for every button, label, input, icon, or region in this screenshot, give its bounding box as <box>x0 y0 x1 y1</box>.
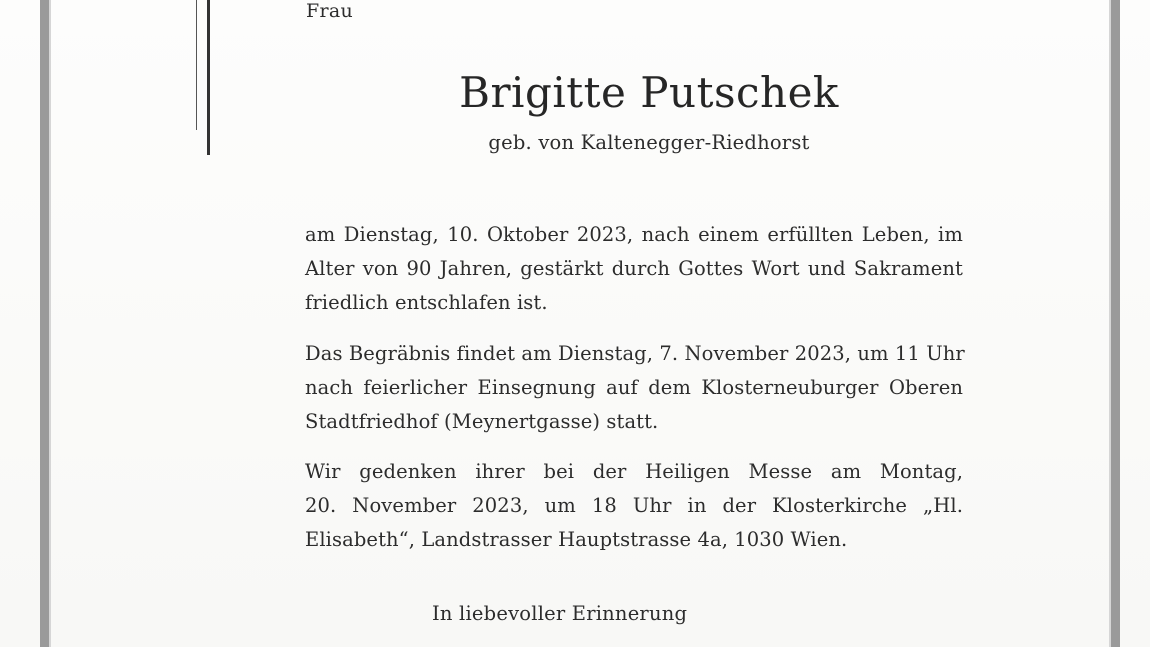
mass-line: 20. November 2023, um 18 Uhr in der Klosterkirche „Hl. <box>305 494 963 517</box>
death-notice-line: friedlich entschlafen ist. <box>305 291 548 314</box>
closing-line: In liebevoller Erinnerung <box>432 602 688 625</box>
deceased-name: Brigitte Putschek <box>459 68 839 117</box>
mass-line: Wir gedenken ihrer bei der Heiligen Messe am Montag, <box>305 460 963 483</box>
mass-paragraph <box>305 455 963 557</box>
death-notice-paragraph <box>305 218 963 320</box>
funeral-line: nach feierlicher Einsegnung auf dem Klosterneuburger Oberen <box>305 376 963 399</box>
funeral-paragraph <box>305 337 963 439</box>
death-notice-line: Alter von 90 Jahren, gestärkt durch Gottes Wort und Sakrament <box>305 257 963 280</box>
death-notice-line: am Dienstag, 10. Oktober 2023, nach einem erfüllten Leben, im <box>305 223 963 246</box>
funeral-line: Das Begräbnis findet am Dienstag, 7. November 2023, um 11 Uhr <box>305 342 965 365</box>
maiden-name: geb. von Kaltenegger-Riedhorst <box>488 131 810 154</box>
mass-line: Elisabeth“, Landstrasser Hauptstrasse 4a, 1030 Wien. <box>305 528 848 551</box>
salutation: Frau <box>306 0 354 22</box>
funeral-line: Stadtfriedhof (Meynertgasse) statt. <box>305 410 659 433</box>
